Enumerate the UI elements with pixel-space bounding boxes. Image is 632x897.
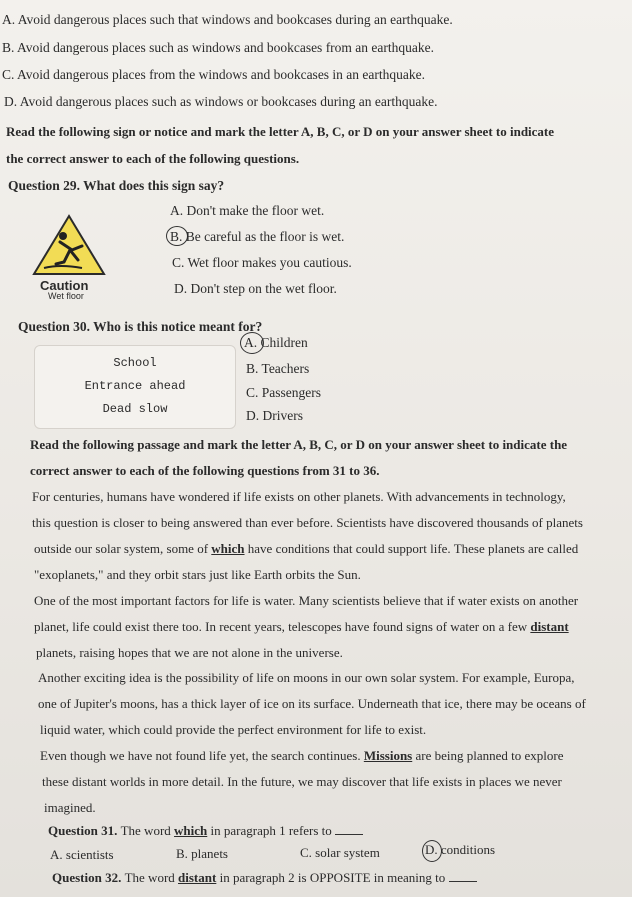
q29-text (8, 178, 224, 194)
q31-lead: The word (120, 823, 175, 838)
notice-line-dead-slow: Dead slow (102, 402, 168, 416)
notice-line-entrance: Entrance ahead (84, 379, 186, 393)
passage-p2-line-2 (34, 619, 569, 635)
passage-instruction-line-2: correct answer to each of the following questions from 31 to 36. (30, 463, 380, 478)
q31-underlined-word: which (174, 823, 208, 838)
passage-p4-line-3: imagined. (44, 800, 96, 815)
prev-option-d: D. Avoid dangerous places such as windows or bookcases during an earthquake. (4, 94, 438, 109)
p1-line-3-end: have conditions that could support life. These planets are called (244, 541, 579, 556)
passage-p1-line-4: "exoplanets," and they orbit stars just like Earth orbits the Sun. (34, 567, 361, 582)
q30-option-a: A. Children (244, 335, 308, 350)
caution-label: Caution (40, 278, 89, 293)
passage-p2-line-1: One of the most important factors for life is water. Many scientists believe that if water exists on another (34, 593, 579, 608)
passage-p1-line-2: this question is closer to being answered than ever before. Scientists have discovered thousands of planets (32, 515, 583, 530)
passage-p3-line-3: liquid water, which could provide the perfect environment for life to exist. (40, 722, 427, 737)
passage-p2-line-3: planets, raising hopes that we are not alone in the universe. (36, 645, 343, 660)
q30-option-b: B. Teachers (246, 361, 310, 376)
prev-option-c: C. Avoid dangerous places from the windows and bookcases in an earthquake. (2, 67, 426, 82)
q31-answer-blank (335, 824, 363, 835)
q30-question: Question 30. Who is this notice meant for? (18, 319, 263, 334)
q30-option-c: C. Passengers (246, 385, 321, 400)
notice-line-school: School (113, 356, 157, 370)
q31-option-d: D. conditions (425, 842, 496, 857)
prev-option-b: B. Avoid dangerous places such as windows and bookcases from an earthquake. (2, 40, 435, 55)
p2-line-2-start: planet, life could exist there too. In recent years, telescopes have found signs of water on a few (34, 619, 531, 634)
q29-question: Question 29. What does this sign say? (8, 178, 225, 193)
q31-number: Question 31. (48, 823, 121, 838)
passage-p1-line-3 (34, 541, 578, 557)
q30-option-d: D. Drivers (246, 408, 303, 423)
wet-floor-label: Wet floor (48, 291, 84, 301)
q32-lead: The word (124, 870, 179, 885)
q31-option-b: B. planets (176, 846, 228, 861)
q32-underlined-word: distant (178, 870, 217, 885)
q32-number: Question 32. (52, 870, 125, 885)
passage-instruction-line-1: Read the following passage and mark the letter A, B, C, or D on your answer sheet to indicate the (30, 437, 568, 452)
q32-text (52, 870, 477, 886)
underlined-word-which: which (211, 541, 245, 556)
caution-wet-floor-icon (30, 212, 108, 278)
passage-p1-line-1: For centuries, humans have wondered if life exists on other planets. With advancements in technology, (32, 489, 566, 504)
sign-instruction-line-2: the correct answer to each of the following questions. (6, 151, 300, 166)
q29-option-d: D. Don't step on the wet floor. (174, 281, 337, 296)
passage-p4-line-2: these distant worlds in more detail. In the future, we may discover that life exists in places we never (42, 774, 562, 789)
underlined-word-distant: distant (530, 619, 569, 634)
q31-text (48, 823, 363, 839)
q29-option-a: A. Don't make the floor wet. (170, 203, 325, 218)
q32-answer-blank (449, 871, 477, 882)
passage-p3-line-2: one of Jupiter's moons, has a thick layer of ice on its surface. Underneath that ice, there may be oceans of (38, 696, 586, 711)
underlined-word-missions: Missions (363, 748, 413, 763)
q29-option-b: B. Be careful as the floor is wet. (170, 229, 345, 244)
q31-tail: in paragraph 1 refers to (207, 823, 332, 838)
passage-p4-line-1 (40, 748, 563, 764)
school-notice-sign (34, 345, 236, 429)
q31-option-c: C. solar system (300, 845, 380, 860)
p1-line-3-start: outside our solar system, some of (34, 541, 212, 556)
sign-instruction-line-1: Read the following sign or notice and mark the letter A, B, C, or D on your answer sheet to indicate (6, 124, 555, 139)
passage-p3-line-1: Another exciting idea is the possibility of life on moons in our own solar system. For example, Europa, (38, 670, 575, 685)
q31-option-a: A. scientists (50, 847, 114, 862)
q32-tail: in paragraph 2 is OPPOSITE in meaning to (216, 870, 446, 885)
q29-option-c: C. Wet floor makes you cautious. (172, 255, 352, 270)
p4-line-1-start: Even though we have not found life yet, the search continues. (40, 748, 364, 763)
prev-option-a: A. Avoid dangerous places such that windows and bookcases during an earthquake. (2, 12, 453, 27)
p4-line-1-end: are being planned to explore (412, 748, 564, 763)
